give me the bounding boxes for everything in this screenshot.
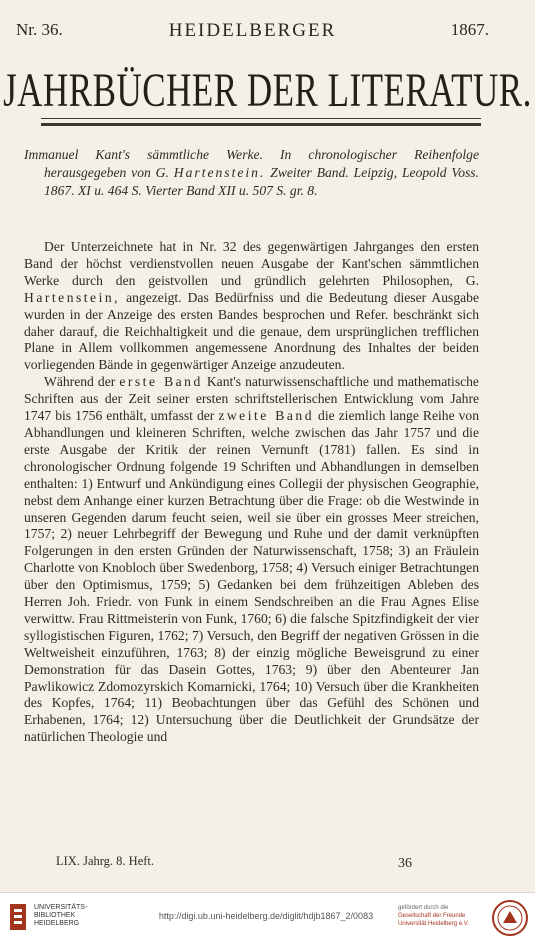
book-citation	[24, 146, 479, 200]
paragraph-1-name: Hartenstein,	[24, 289, 121, 305]
paragraph-1	[24, 239, 479, 374]
funder-name-line-1[interactable]: Gesellschaft der Freunde	[398, 913, 466, 919]
funder-name-line-2[interactable]: Universität Heidelberg e.V.	[398, 921, 469, 927]
paragraph-2	[24, 374, 479, 746]
sheet-signature: LIX. Jahrg. 8. Heft.	[56, 854, 155, 868]
paragraph-2-text-a: Während der	[44, 374, 120, 390]
issue-year: 1867.	[450, 20, 489, 39]
running-head-title: HEIDELBERGER	[168, 20, 337, 41]
paragraph-1-text-a: Der Unterzeichnete hat in Nr. 32 des gegenwärtigen Jahrganges den ersten Band der höchst verdienstvollen neuen Ausgabe der Kant'schen sämmtlichen Werke durch den geistvollen und gründlich gelehrten Philosophen, G.	[24, 239, 479, 288]
funding-note	[398, 904, 469, 928]
university-seal-icon[interactable]	[491, 899, 529, 937]
citation-details: Zweiter Band. Leipzig, Leopold Voss. 1867. XI u. 464 S. Vierter Band XII u. 507 S. gr. 8.	[44, 165, 479, 198]
library-name[interactable]: UNIVERSITÄTS- BIBLIOTHEK HEIDELBERG	[34, 904, 88, 927]
paragraph-2-emphasis-first-volume: erste Band	[119, 374, 203, 390]
permalink-url[interactable]: http://digi.ub.uni-heidelberg.de/diglit/hdjb1867_2/0083	[158, 911, 374, 921]
review-body	[24, 239, 479, 746]
citation-text: Immanuel Kant's sämmtliche Werke. In chronologischer Reihenfolge herausgegeben von G.	[24, 147, 479, 180]
funded-by-label: gefördert durch die	[398, 905, 449, 911]
journal-title: JAHRBÜCHER DER LITERATUR.	[3, 64, 532, 117]
paragraph-2-emphasis-second-volume: zweite Band	[218, 408, 315, 424]
running-head	[16, 20, 489, 50]
paragraph-2-text-b: Kant's naturwissenschaftliche und mathematische Schriften aus der Zeit seiner ersten schriftstellerischen Entwicklung vom Jahre 1747 bis 1756 enthält, umfasst der	[24, 374, 479, 424]
library-footer-bar	[0, 892, 535, 943]
citation-editor: Hartenstein.	[173, 165, 266, 180]
university-library-logo-icon[interactable]	[8, 902, 28, 932]
title-rule-thick	[41, 123, 481, 126]
title-rule-thin	[41, 118, 481, 119]
paragraph-1-text-b: angezeigt. Das Bedürfniss und die Bedeutung dieser Ausgabe wurden in der Anzeige des ersten Bandes besprochen und Refer. beschränkt sich daher darauf, die Reichhaltigkeit und die genaue, dem ursprünglichen trefflichen Plane in Allem vollkommen angemessene Anordnung des Inhaltes der beiden vorliegenden Bände in gegenwärtiger Anzeige anzudeuten.	[24, 289, 479, 373]
paragraph-2-text-c: die ziemlich lange Reihe von Abhandlungen und kleineren Schriften, welche zwischen das Jahr 1757 und die erste Ausgabe der Kritik der reinen Vernunft (1781) fallen. Es sind in chronologischer Ordnung folgende 19 Schriften und Abhandlungen in demselben enthalten: 1) Entwurf und Ankündigung eines Collegii der physischen Geographie, nebst dem Anhange einer kurzen Betrachtung über die Frage: ob die Westwinde in unseren Gegenden darum feucht seien, weil sie über ein grosses Meer streichen, 1757; 2) neuer Lehrbegriff der Bewegung und Ruhe und der damit verknüpften Folgerungen in den ersten Gründen der Naturwissenschaft, 1758; 3) an Fräulein Charlotte von Knobloch über Swedenborg, 1758; 4) Versuch einiger Betrachtungen über den Optimismus, 1759; 5) Gedanken bei dem frühzeitigen Ableben des Herren Joh. Friedr. von Funk in einem Sendschreiben an die Frau Agnes Elise verwittw. Frau Rittmeisterin von Funk, 1760; 6) die falsche Spitzfindigkeit der vier syllogistischen Figuren, 1762; 7) Versuch, den Begriff der negativen Grössen in die Weltweisheit einzuführen, 1763; 8) der einzig mögliche Beweisgrund zu einer Demonstration für das Dasein Gottes, 1763; 9) über den Abenteurer Jan Pawlikowicz Zdomozyrskich Komarnicki, 1764; 10) Versuch über die Krankheiten des Kopfes, 1764; 11) Beobachtungen über das Gefühl des Schönen und Erhabenen, 1764; 12) Untersuchung über die Deutlichkeit der Grundsätze der natürlichen Theologie und	[24, 408, 479, 745]
sheet-number: 36	[398, 856, 412, 871]
issue-number: Nr. 36.	[16, 20, 63, 39]
